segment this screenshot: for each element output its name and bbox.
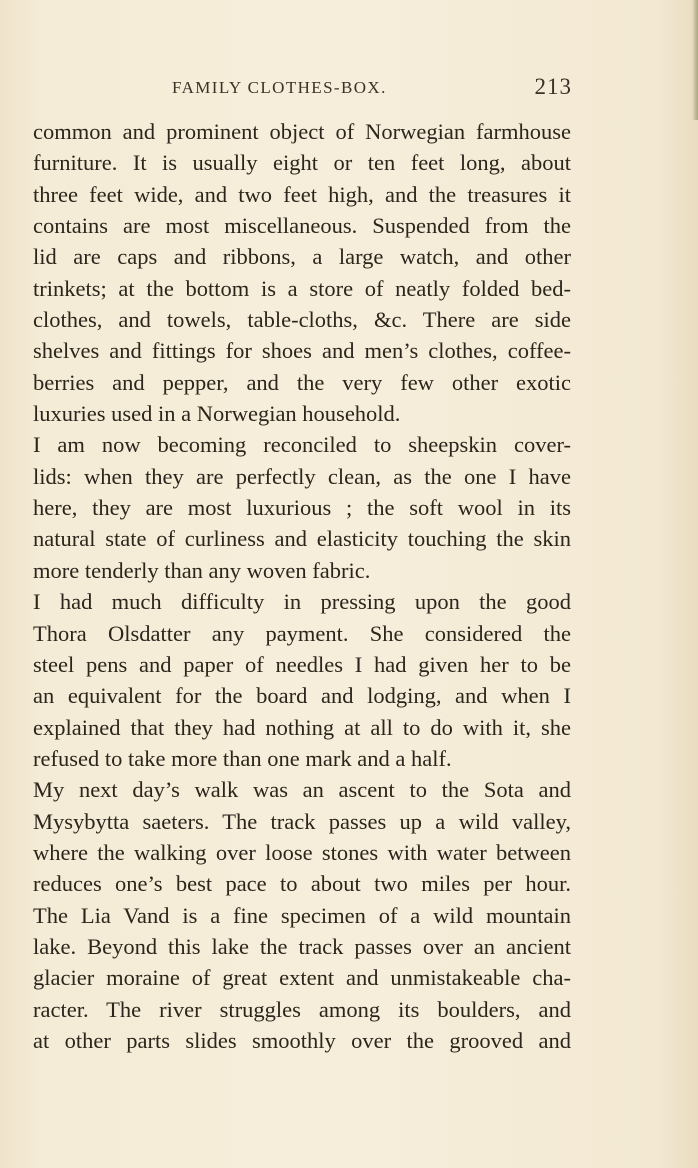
text-line: at other parts slides smoothly over the grooved and: [33, 1027, 571, 1053]
text-line: lake. Beyond this lake the track passes over an ancient: [33, 933, 571, 959]
text-line: clothes, and towels, table-cloths, &c. There are side: [33, 307, 571, 333]
text-line: refused to take more than one mark and a half.: [33, 745, 452, 771]
text-line: Mysybytta saeters. The track passes up a wild valley,: [33, 808, 571, 834]
text-line: steel pens and paper of needles I had given her to be: [33, 651, 571, 677]
page-edge-shadow: [692, 0, 698, 120]
text-line: contains are most miscellaneous. Suspended from the: [33, 213, 571, 239]
page-number: 213: [534, 74, 572, 99]
text-line: here, they are most luxurious ; the soft wool in its: [33, 495, 571, 521]
text-line: an equivalent for the board and lodging, and when I: [33, 683, 571, 709]
text-line: where the walking over loose stones with water between: [33, 839, 571, 865]
text-line: furniture. It is usually eight or ten feet long, about: [33, 150, 571, 176]
text-line: common and prominent object of Norwegian farmhouse: [33, 119, 571, 144]
text-line: lid are caps and ribbons, a large watch, and other: [33, 244, 571, 270]
text-line: trinkets; at the bottom is a store of neatly folded bed-: [33, 275, 571, 301]
text-line: racter. The river struggles among its boulders, and: [33, 996, 571, 1022]
text-line: three feet wide, and two feet high, and the treasures it: [33, 181, 571, 207]
text-line: explained that they had nothing at all to do with it, she: [33, 714, 571, 740]
text-line: more tenderly than any woven fabric.: [33, 557, 371, 583]
running-head: FAMILY CLOTHES-BOX.: [172, 78, 387, 97]
text-line: berries and pepper, and the very few other exotic: [33, 369, 571, 395]
text-line: luxuries used in a Norwegian household.: [33, 401, 401, 427]
text-line: I had much difficulty in pressing upon the good: [33, 589, 571, 615]
text-line: Thora Olsdatter any payment. She considered the: [33, 620, 571, 646]
text-line: lids: when they are perfectly clean, as the one I have: [33, 463, 571, 489]
text-line: reduces one’s best pace to about two miles per hour.: [33, 871, 571, 897]
text-line: My next day’s walk was an ascent to the Sota and: [33, 777, 571, 803]
text-line: natural state of curliness and elasticity touching the skin: [33, 526, 571, 552]
body-text: [33, 116, 571, 1056]
text-line: glacier moraine of great extent and unmistakeable cha-: [33, 965, 571, 991]
text-line: shelves and fittings for shoes and men’s clothes, coffee-: [33, 338, 571, 364]
text-line: I am now becoming reconciled to sheepskin cover-: [33, 432, 571, 458]
text-line: The Lia Vand is a fine specimen of a wild mountain: [33, 902, 571, 928]
page-header: [172, 74, 572, 104]
